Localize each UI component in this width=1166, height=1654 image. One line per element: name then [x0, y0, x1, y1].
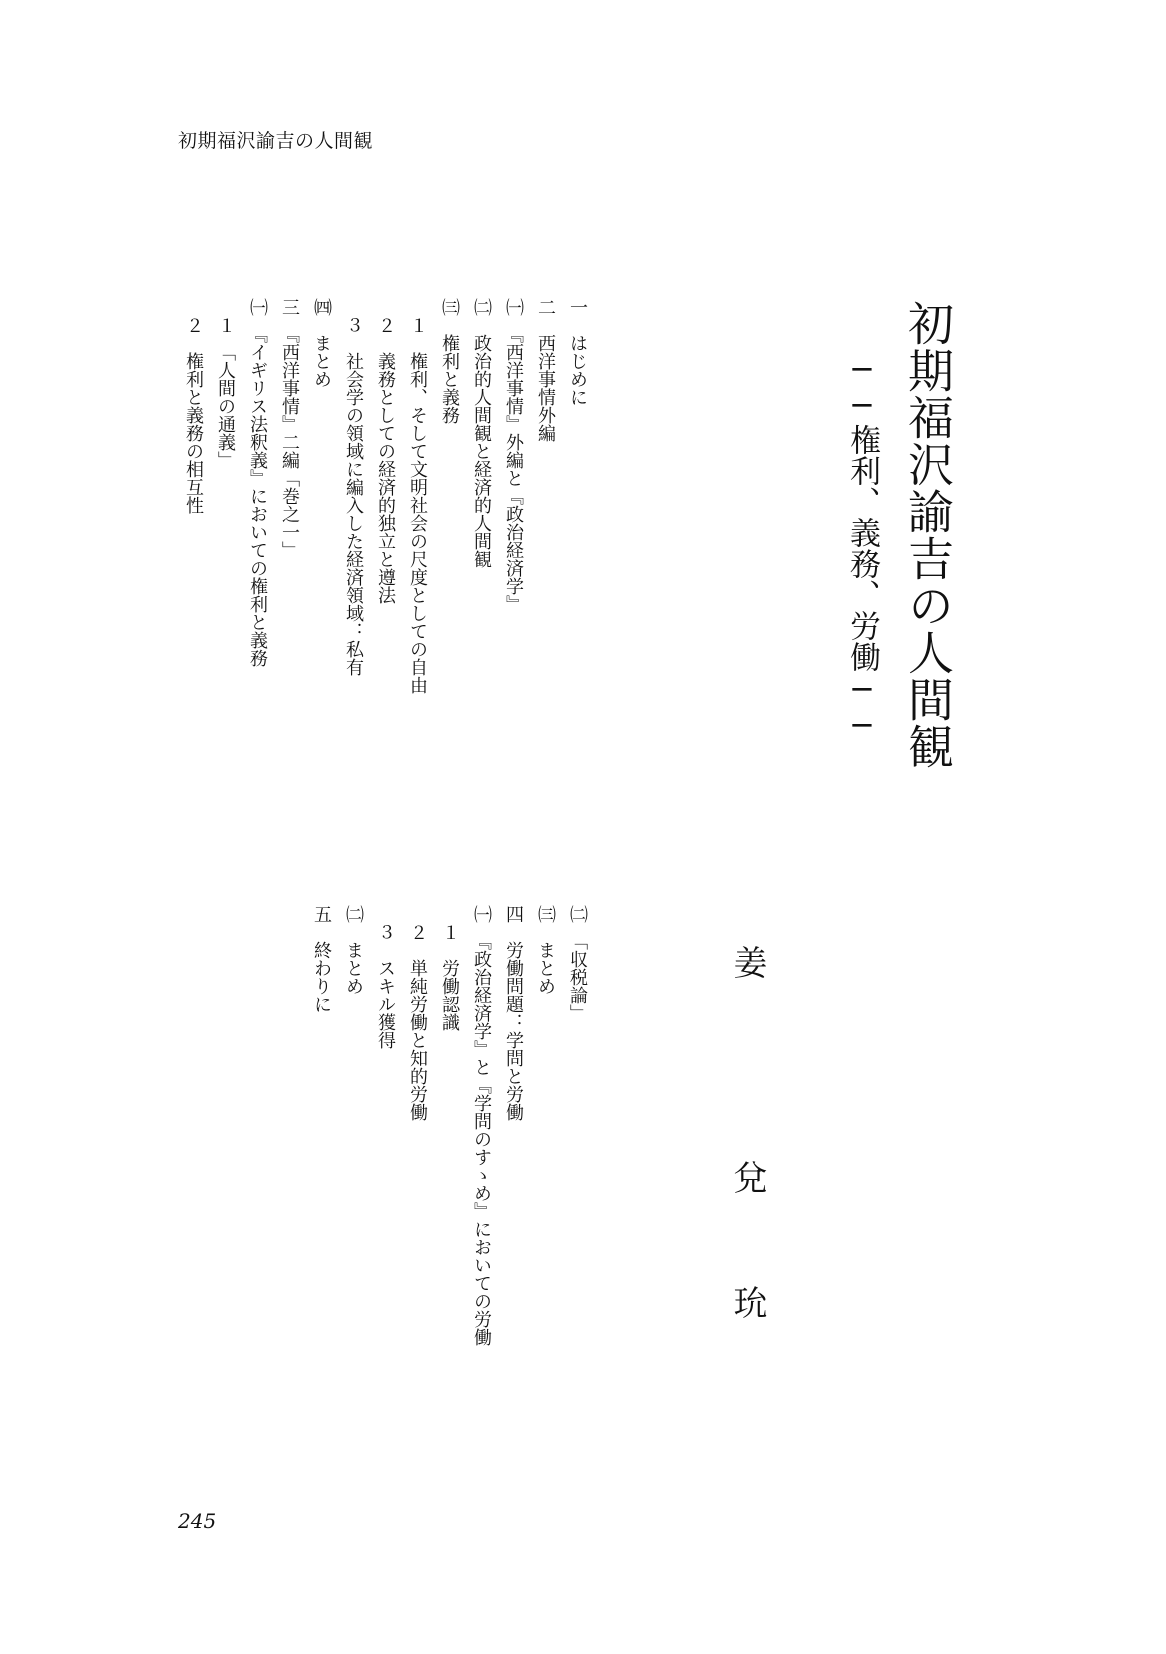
author-name-char: 玧	[727, 1285, 767, 1319]
toc-entry: ㈠ 『西洋事情』外編と『政治経済学』	[503, 298, 524, 613]
toc-entry: 一 はじめに	[567, 298, 588, 406]
toc-entry: １ 労働認識	[439, 905, 460, 1031]
toc-entry: ㈡ まとめ	[343, 905, 364, 995]
author-name-char: 兌	[727, 1160, 767, 1194]
toc-entry: 四 労働問題：学問と労働	[503, 905, 524, 1121]
toc-entry: ㈢ 権利と義務	[439, 298, 460, 424]
author-name-char: 姜	[727, 945, 767, 979]
running-head: 初期福沢諭吉の人間観	[178, 130, 374, 152]
page-number: 245	[178, 1509, 217, 1533]
toc-entry: 二 西洋事情外編	[535, 298, 556, 442]
toc-entry: ㈡ 政治的人間観と経済的人間観	[471, 298, 492, 568]
toc-entry: ㈠ 『イギリス法釈義』においての権利と義務	[247, 298, 268, 667]
toc-entry: ㈢ まとめ	[535, 905, 556, 995]
toc-entry: １ 権利、そして文明社会の尺度としての自由	[407, 298, 428, 694]
toc-entry: ２ 単純労働と知的労働	[407, 905, 428, 1121]
toc-entry: ㈣ まとめ	[311, 298, 332, 388]
toc-entry: ２ 義務としての経済的独立と遵法	[375, 298, 396, 604]
toc-entry: １ 「人間の通義」	[215, 298, 236, 469]
article-subtitle: ──権利、義務、労働──	[844, 352, 880, 744]
toc-entry: ２ 権利と義務の相互性	[183, 298, 204, 514]
toc-entry: ㈡ 「収税論」	[567, 905, 588, 1022]
toc-entry: ３ 社会学の領域に編入した経済領域：私有	[343, 298, 364, 676]
article-title: 初期福沢諭吉の人間観	[901, 300, 955, 770]
toc-entry: ㈠ 『政治経済学』と『学問のすゝめ』においての労働	[471, 905, 492, 1346]
toc-entry: ３ スキル獲得	[375, 905, 396, 1049]
toc-entry: 五 終わりに	[311, 905, 332, 1013]
toc-entry: 三 『西洋事情』二編「巻之一」	[279, 298, 300, 559]
